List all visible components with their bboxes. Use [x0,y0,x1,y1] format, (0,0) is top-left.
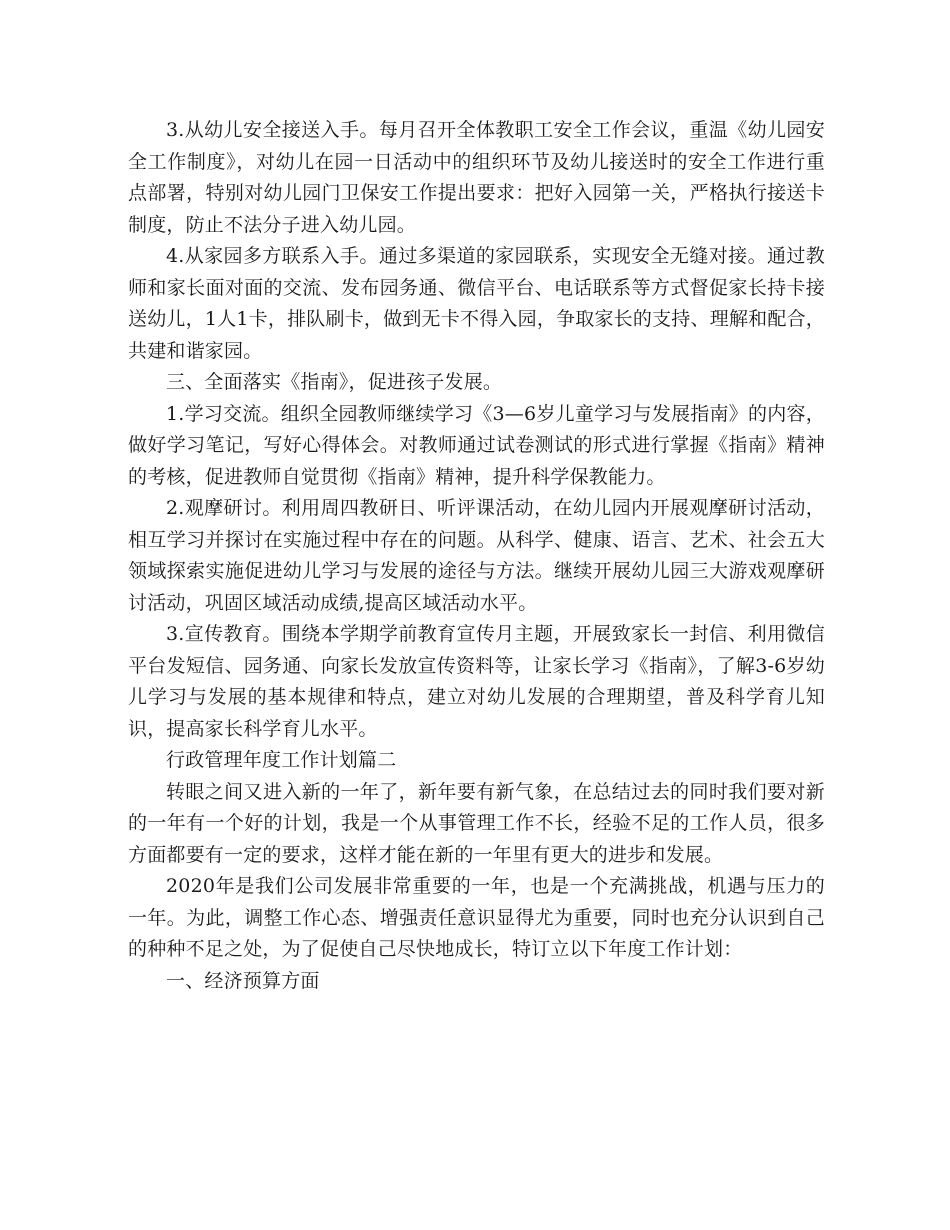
section-heading-guide: 三、全面落实《指南》，促进孩子发展。 [166,371,503,393]
section-heading-budget: 一、经济预算方面 [166,969,320,992]
paragraph-publicity-education: 3.宣传教育。围绕本学期学前教育宣传月主题，开展致家长一封信、利用微信平台发短信、园务通、向家长发放宣传资料等，让家长学习《指南》，了解3-6岁幼儿学习与发展的基本规律和特点，建立对幼儿发展的合理期望，普及科学育儿知识，提高家长科学育儿水平。 [128,623,825,740]
paragraph-home-school-contact: 4.从家园多方联系入手。通过多渠道的家园联系，实现安全无缝对接。通过教师和家长面对面的交流、发布园务通、微信平台、电话联系等方式督促家长持卡接送幼儿，1人1卡，排队刷卡，做到无卡不得入园，争取家长的支持、理解和配合，共建和谐家园。 [128,245,825,362]
paragraph-new-year-intro: 转眼之间又进入新的一年了，新年要有新气象，在总结过去的同时我们要对新的一年有一个好的计划，我是一个从事管理工作不长，经验不足的工作人员，很多方面都要有一定的要求，这样才能在新的一年里有更大的进步和发展。 [128,780,825,866]
paragraph-study-exchange: 1.学习交流。组织全园教师继续学习《3—6岁儿童学习与发展指南》的内容，做好学习笔记，写好心得体会。对教师通过试卷测试的形式进行掌握《指南》精神的考核，促进教师自觉贯彻《指南》精神，提升科学保教能力。 [128,402,825,488]
paragraph-safety-pickup: 3.从幼儿安全接送入手。每月召开全体教职工安全工作会议，重温《幼儿园安全工作制度》，对幼儿在园一日活动中的组织环节及幼儿接送时的安全工作进行重点部署，特别对幼儿园门卫保安工作提出要求：把好入园第一关，严格执行接送卡制度，防止不法分子进入幼儿园。 [128,119,825,236]
paragraph-2020-plan: 2020年是我们公司发展非常重要的一年，也是一个充满挑战，机遇与压力的一年。为此，调整工作心态、增强责任意识显得尤为重要，同时也充分认识到自己的种种不足之处，为了促使自己尽快地成长，特订立以下年度工作计划： [128,875,825,960]
document-body [128,115,825,997]
paragraph-observation-seminar: 2.观摩研讨。利用周四教研日、听评课活动，在幼儿园内开展观摩研讨活动，相互学习并探讨在实施过程中存在的问题。从科学、健康、语言、艺术、社会五大领域探索实施促进幼儿学习与发展的途径与方法。继续开展幼儿园三大游戏观摩研讨活动，巩固区域活动成绩,提高区域活动水平。 [128,497,825,614]
article-title-part-two: 行政管理年度工作计划篇二 [166,749,397,771]
